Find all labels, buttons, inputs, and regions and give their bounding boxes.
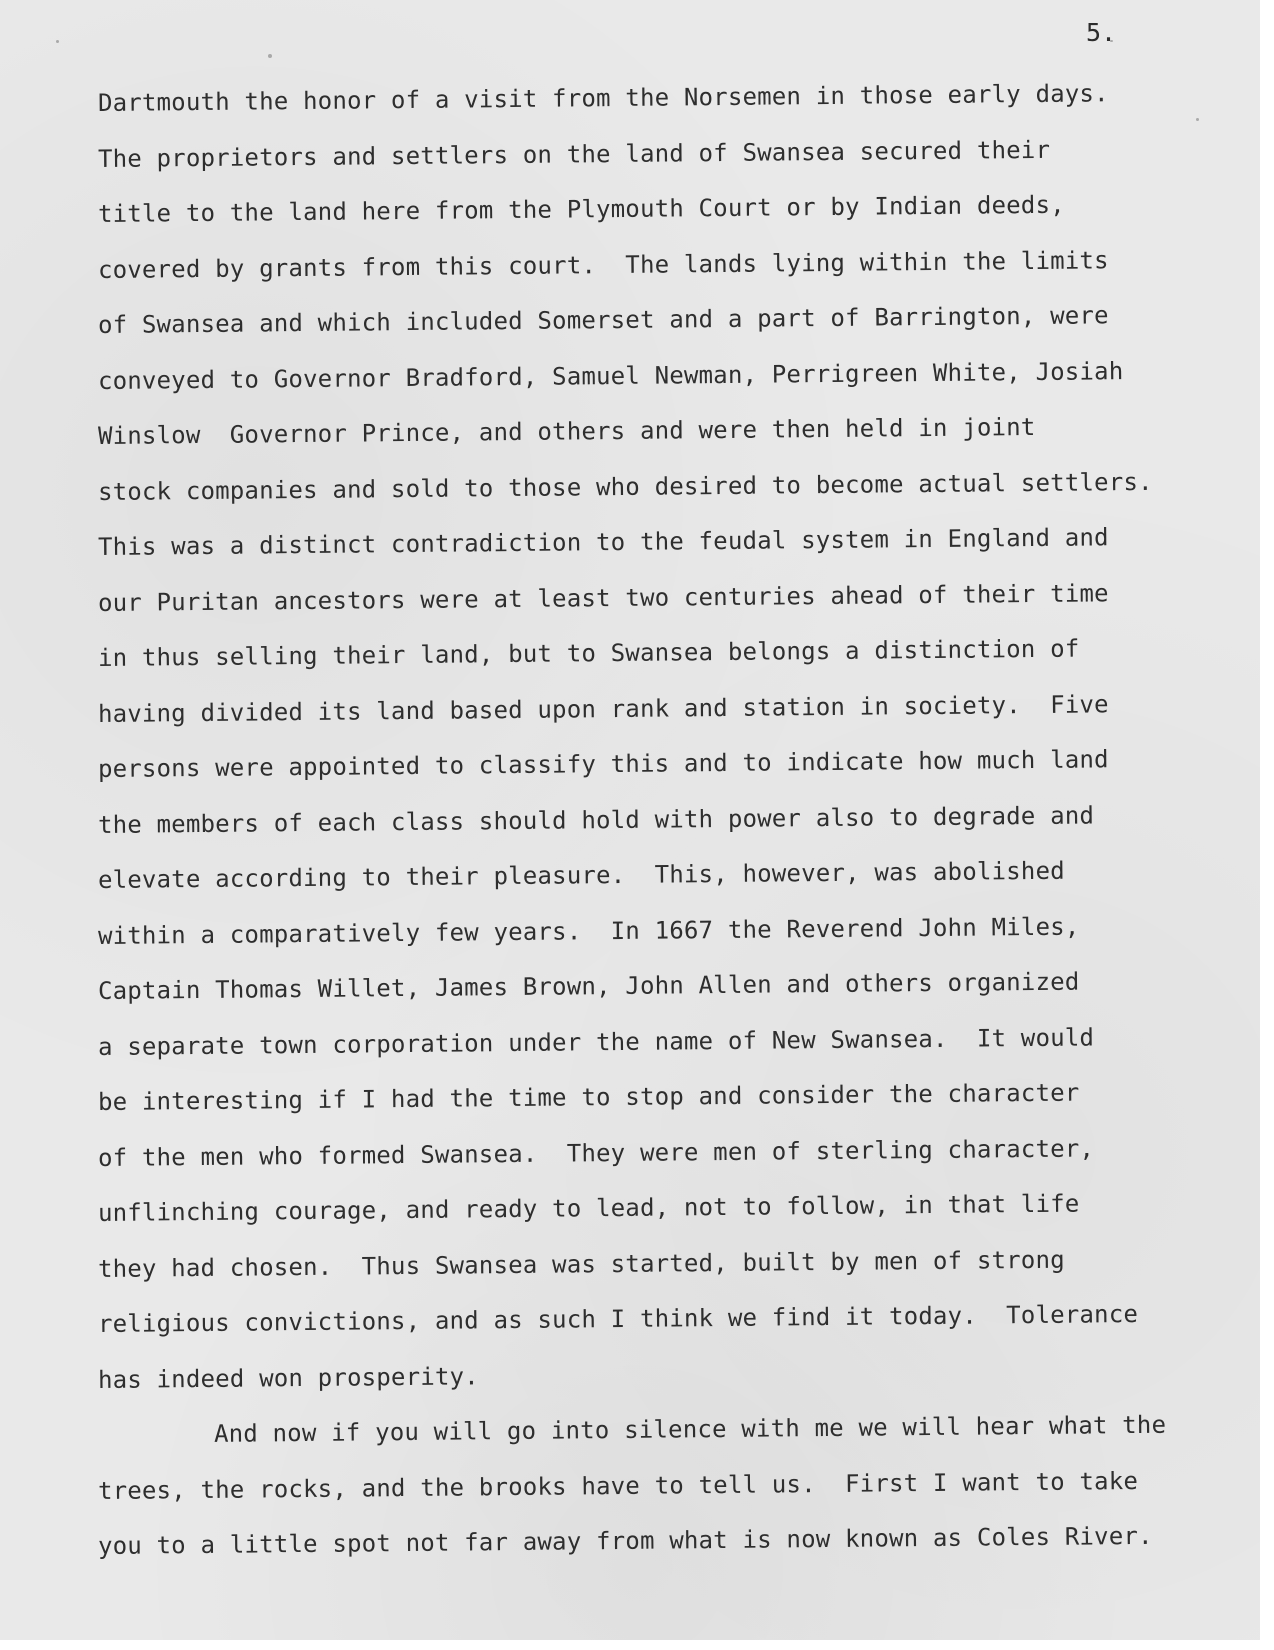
paragraph-first-line: And now if you will go into silence with me we will hear what the	[213, 1410, 1167, 1448]
text-line: elevate according to their pleasure. This, however, was abolished	[97, 856, 1065, 894]
text-line: they had chosen. Thus Swansea was started, built by men of strong	[97, 1245, 1065, 1283]
text-line: religious convictions, and as such I think we find it today. Tolerance	[97, 1300, 1139, 1338]
text-line: a separate town corporation under the name of New Swansea. It would	[97, 1022, 1095, 1061]
text-line: Winslow Governor Prince, and others and were then held in joint	[97, 413, 1036, 450]
text-line: be interesting if I had the time to stop and consider the character	[97, 1078, 1080, 1116]
text-line: having divided its land based upon rank and station in society. Five	[97, 689, 1109, 728]
text-line: has indeed won prosperity.	[97, 1361, 480, 1394]
text-line: persons were appointed to classify this and to indicate how much land	[97, 745, 1109, 783]
body-text	[98, 76, 1258, 1575]
text-line: our Puritan ancestors were at least two centuries ahead of their time	[97, 578, 1109, 617]
text-line: you to a little spot not far away from what is now known as Coles River.	[97, 1521, 1153, 1560]
page-right-edge	[1260, 0, 1274, 1650]
text-line: of the men who formed Swansea. They were men of sterling character,	[97, 1133, 1095, 1172]
text-line: This was a distinct contradiction to the feudal system in England and	[97, 523, 1109, 561]
text-line: Captain Thomas Willet, James Brown, John Allen and others organized	[97, 967, 1080, 1005]
text-line: unflinching courage, and ready to lead, not to follow, in that life	[97, 1189, 1080, 1227]
text-line: covered by grants from this court. The lands lying within the limits	[97, 245, 1109, 284]
text-line: The proprietors and settlers on the land of Swansea secured their	[97, 135, 1051, 173]
paper-speck	[268, 54, 272, 58]
text-line: within a comparatively few years. In 1667 the Reverend John Miles,	[97, 912, 1080, 950]
text-line: trees, the rocks, and the brooks have to tell us. First I want to take	[97, 1466, 1139, 1505]
text-line: in thus selling their land, but to Swansea belongs a distinction of	[97, 634, 1080, 672]
page-number: 5.	[1086, 18, 1117, 47]
text-line: the members of each class should hold with power also to degrade and	[97, 800, 1095, 839]
text-line: conveyed to Governor Bradford, Samuel Newman, Perrigreen White, Josiah	[97, 356, 1124, 395]
paper-speck	[56, 40, 59, 43]
text-line: stock companies and sold to those who desired to become actual settlers.	[97, 467, 1153, 506]
text-line: title to the land here from the Plymouth Court or by Indian deeds,	[97, 190, 1065, 228]
page-bottom-edge	[0, 1640, 1274, 1650]
text-line: of Swansea and which included Somerset and a part of Barrington, were	[97, 301, 1109, 339]
text-line: Dartmouth the honor of a visit from the Norsemen in those early days.	[97, 79, 1109, 117]
